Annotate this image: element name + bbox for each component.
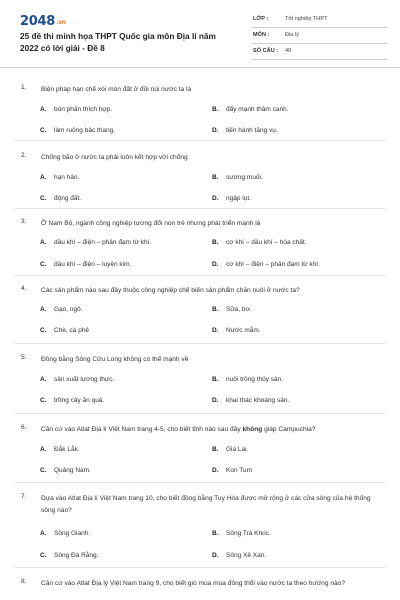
option-text: cơ khí – dầu khí – hóa chất. bbox=[226, 239, 307, 246]
option-text: khai thác khoáng sản. bbox=[226, 397, 290, 404]
option-text: Sông Gianh. bbox=[54, 530, 91, 537]
logo-tld: .vn bbox=[55, 19, 66, 26]
meta-row-class bbox=[251, 12, 387, 28]
option-letter: D. bbox=[212, 327, 219, 334]
option-text: sản xuất lương thực. bbox=[54, 376, 115, 383]
document-header bbox=[0, 0, 400, 66]
option-text: động đất. bbox=[54, 195, 82, 202]
option-text: nuôi trồng thủy sản. bbox=[226, 376, 284, 383]
question-number: 3. bbox=[21, 218, 27, 225]
option-text: Sữa, bơ. bbox=[226, 306, 252, 313]
question-separator bbox=[14, 140, 386, 141]
question-text: Ở Nam Bộ, ngành công nghiệp tương đối non trẻ nhưng phát triển mạnh là bbox=[41, 220, 261, 227]
question-text: Dựa vào Atlat Địa lí Việt Nam trang 10, cho biết đồng bằng Tuy Hòa được mở rộng ở các cửa sông của hệ thống sông nào? bbox=[41, 495, 371, 514]
option-letter: A. bbox=[40, 306, 47, 313]
option-text: dầu khí – điện – luyện kim. bbox=[54, 261, 132, 268]
question-separator bbox=[14, 343, 386, 344]
option-letter: B. bbox=[212, 446, 219, 453]
question-number: 2. bbox=[21, 152, 27, 159]
option-text: dầu khí – điện – phân đạm từ khí. bbox=[54, 239, 152, 246]
question-number: 1. bbox=[21, 84, 27, 91]
question-text: Chống bão ở nước ta phải luôn kết hợp với chống bbox=[41, 154, 188, 161]
question-number: 7. bbox=[21, 493, 27, 500]
document-title: 25 đề thi minh họa THPT Quốc gia môn Địa lí năm 2022 có lời giải - Đề 8 bbox=[20, 31, 216, 53]
header-divider bbox=[0, 67, 400, 68]
option-text: Sông Đà Rằng. bbox=[54, 552, 99, 559]
option-text: ngập lụt. bbox=[226, 195, 251, 202]
question-number: 8. bbox=[21, 578, 27, 585]
option-letter: C. bbox=[40, 261, 47, 268]
question-text-after: giáp Campuchia? bbox=[262, 426, 316, 433]
option-letter: D. bbox=[212, 195, 219, 202]
option-text: bón phân thích hợp. bbox=[54, 106, 113, 113]
option-text: Sông Trà Khúc. bbox=[226, 530, 271, 537]
option-letter: B. bbox=[212, 530, 219, 537]
option-letter: C. bbox=[40, 195, 47, 202]
option-letter: D. bbox=[212, 397, 219, 404]
option-text: làm ruộng bậc thang. bbox=[54, 127, 116, 134]
question-text: Căn cứ vào Atlat Địa lý Việt Nam trang 9, cho biết gió mùa mùa đông thổi vào nước ta theo hướng nào? bbox=[41, 580, 346, 587]
option-text: đẩy mạnh thâm canh. bbox=[226, 106, 289, 113]
option-letter: A. bbox=[40, 174, 47, 181]
option-text: hạn hán. bbox=[54, 174, 80, 181]
option-letter: A. bbox=[40, 446, 47, 453]
option-letter: A. bbox=[40, 530, 47, 537]
question-separator bbox=[14, 482, 386, 483]
question-separator bbox=[14, 413, 386, 414]
option-letter: B. bbox=[212, 376, 219, 383]
question-number: 4. bbox=[21, 285, 27, 292]
option-letter: D. bbox=[212, 467, 219, 474]
site-logo[interactable] bbox=[20, 14, 66, 29]
option-text: Quảng Nam. bbox=[54, 467, 91, 474]
option-text: Sông Xê Xan. bbox=[226, 552, 267, 559]
option-letter: B. bbox=[212, 239, 219, 246]
logo-main: 2048 bbox=[20, 14, 55, 29]
meta-key: MÔN : bbox=[253, 32, 270, 38]
question-text-before: Căn cứ vào Atlat Địa lí Việt Nam trang 4-5, cho biết tỉnh nào sau đây bbox=[41, 426, 243, 433]
meta-row-question-count bbox=[251, 44, 387, 60]
option-letter: C. bbox=[40, 397, 47, 404]
option-text: sương muối. bbox=[226, 174, 263, 181]
meta-key: LỚP : bbox=[253, 16, 269, 22]
option-letter: C. bbox=[40, 467, 47, 474]
question-text: Biện pháp hạn chế xói mòn đất ở đồi núi nước ta là bbox=[41, 86, 192, 93]
option-text: Gia Lai. bbox=[226, 446, 249, 453]
question-number: 5. bbox=[21, 354, 27, 361]
option-letter: A. bbox=[40, 376, 47, 383]
option-text: Đắk Lắk. bbox=[54, 446, 80, 453]
option-text: trồng cây ăn quả. bbox=[54, 397, 105, 404]
option-letter: D. bbox=[212, 552, 219, 559]
question-separator bbox=[14, 567, 386, 568]
meta-value: Địa lý bbox=[285, 32, 299, 38]
option-letter: B. bbox=[212, 306, 219, 313]
meta-key: SỐ CÂU : bbox=[253, 48, 279, 54]
meta-value: 40 bbox=[285, 48, 292, 54]
option-letter: D. bbox=[212, 261, 219, 268]
question-text bbox=[41, 424, 373, 436]
option-text: tiến hành tăng vụ. bbox=[226, 127, 278, 134]
option-text: cơ khí – điện – phân đạm từ khí. bbox=[226, 261, 320, 268]
question-number: 6. bbox=[21, 424, 27, 431]
option-letter: A. bbox=[40, 239, 47, 246]
option-letter: D. bbox=[212, 127, 219, 134]
question-text-emphasis: không bbox=[242, 426, 263, 433]
option-text: Kon Tum bbox=[226, 467, 253, 474]
option-letter: C. bbox=[40, 327, 47, 334]
meta-row-subject bbox=[251, 28, 387, 44]
option-letter: C. bbox=[40, 127, 47, 134]
option-letter: A. bbox=[40, 106, 47, 113]
option-letter: B. bbox=[212, 106, 219, 113]
option-letter: B. bbox=[212, 174, 219, 181]
meta-info-box bbox=[251, 12, 387, 60]
option-letter: C. bbox=[40, 552, 47, 559]
question-text: Đồng bằng Sông Cửu Long không có thế mạnh về bbox=[41, 356, 189, 363]
option-text: Chè, cà phê bbox=[54, 327, 90, 334]
question-separator bbox=[14, 208, 386, 209]
meta-value: Tốt nghiệp THPT bbox=[285, 16, 328, 22]
question-text: Các sản phẩm nào sau đây thuộc công nghiệp chế biến sản phẩm chăn nuôi ở nước ta? bbox=[41, 287, 300, 294]
option-text: Gạo, ngô. bbox=[54, 306, 83, 313]
question-separator bbox=[14, 275, 386, 276]
option-text: Nước mắm. bbox=[226, 327, 261, 334]
